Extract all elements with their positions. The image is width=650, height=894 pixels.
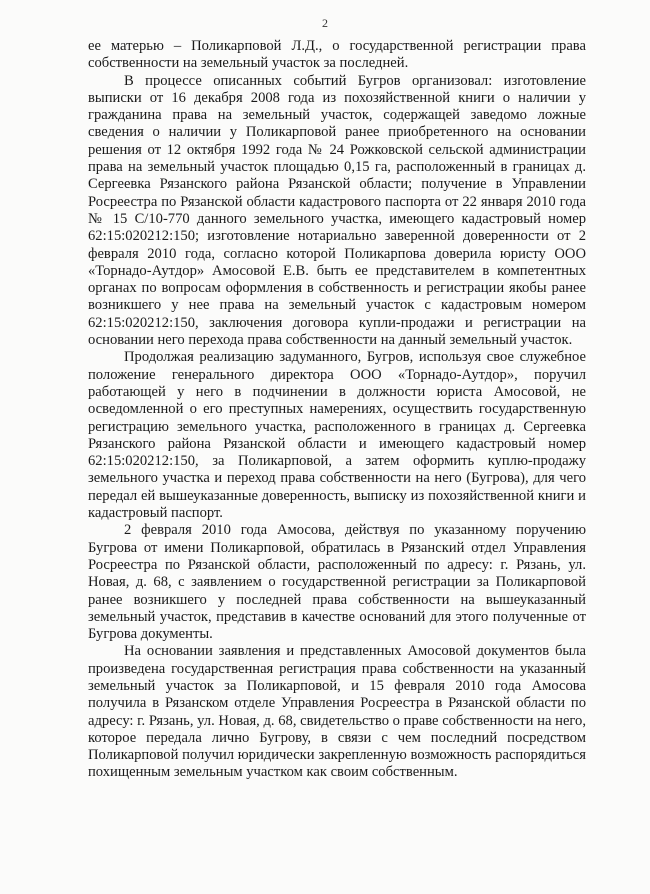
paragraph-registration: На основании заявления и представленных Амосовой документов была произведена государственная регистрация права собственности на указанный земельный участок за Поликарповой, и 15 февраля 2010 года Амосова получила в Рязанском отделе Управления Росреестра в Рязанской области по адресу: г. Рязань, ул. Новая, д. 68, свидетельство о праве собственности на него, которое передала лично Бугрову, в связи с чем последний посредством Поликарповой получил юридически закрепленную возможность распорядиться похищенным земельным участком как своим собственным. [88, 643, 586, 781]
document-body [88, 38, 586, 782]
paragraph-events: В процессе описанных событий Бугров организовал: изготовление выписки от 16 декабря 2008 года из похозяйственной книги о наличии у гражданина права на земельный участок, содержащей заведомо ложные сведения о наличии у Поликарповой ранее приобретенного на основании решения от 12 октября 1992 года № 24 Рожковской сельской администрации права на земельный участок площадью 0,15 га, расположенный в границах д. Сергеевка Рязанского района Рязанской области; получение в Управлении Росреестра по Рязанской области кадастрового паспорта от 22 января 2010 года № 15 С/10-770 данного земельного участка, имеющего кадастровый номер 62:15:020212:150; изготовление нотариально заверенной доверенности от 2 февраля 2010 года, согласно которой Поликарпова доверила юристу ООО «Торнадо-Аутдор» Амосовой Е.В. быть ее представителем в компетентных органах по вопросам оформления в собственность и регистрации якобы ранее возникшего у нее права на земельный участок с кадастровым номером 62:15:020212:150, заключения договора купли-продажи и регистрации на основании него перехода права собственности на данный земельный участок. [88, 72, 586, 349]
paragraph-application: 2 февраля 2010 года Амосова, действуя по указанному поручению Бугрова от имени Поликарповой, обратилась в Рязанский отдел Управления Росреестра по Рязанской области, расположенный по адресу: г. Рязань, ул. Новая, д. 68, с заявлением о государственной регистрации за Поликарповой ранее возникшего у последней права собственности на вышеуказанный земельный участок, представив в качестве оснований для этого полученные от Бугрова документы. [88, 522, 586, 643]
page-number: 2 [322, 16, 328, 30]
paragraph-continuation: ее матерью – Поликарповой Л.Д., о государственной регистрации права собственности на земельный участок за последней. [88, 38, 586, 72]
paragraph-instruction: Продолжая реализацию задуманного, Бугров, используя свое служебное положение генерального директора ООО «Торнадо-Аутдор», поручил работающей у него в подчинении в должности юриста Амосовой, не осведомленной о его преступных намерениях, осуществить государственную регистрацию земельного участка, расположенного в границах д. Сергеевка Рязанского района Рязанской области и имеющего кадастровый номер 62:15:020212:150, за Поликарповой, а затем оформить куплю-продажу земельного участка и переход права собственности на него (Бугрова), для чего передал ей вышеуказанные доверенность, выписку из похозяйственной книги и кадастровый паспорт. [88, 349, 586, 522]
